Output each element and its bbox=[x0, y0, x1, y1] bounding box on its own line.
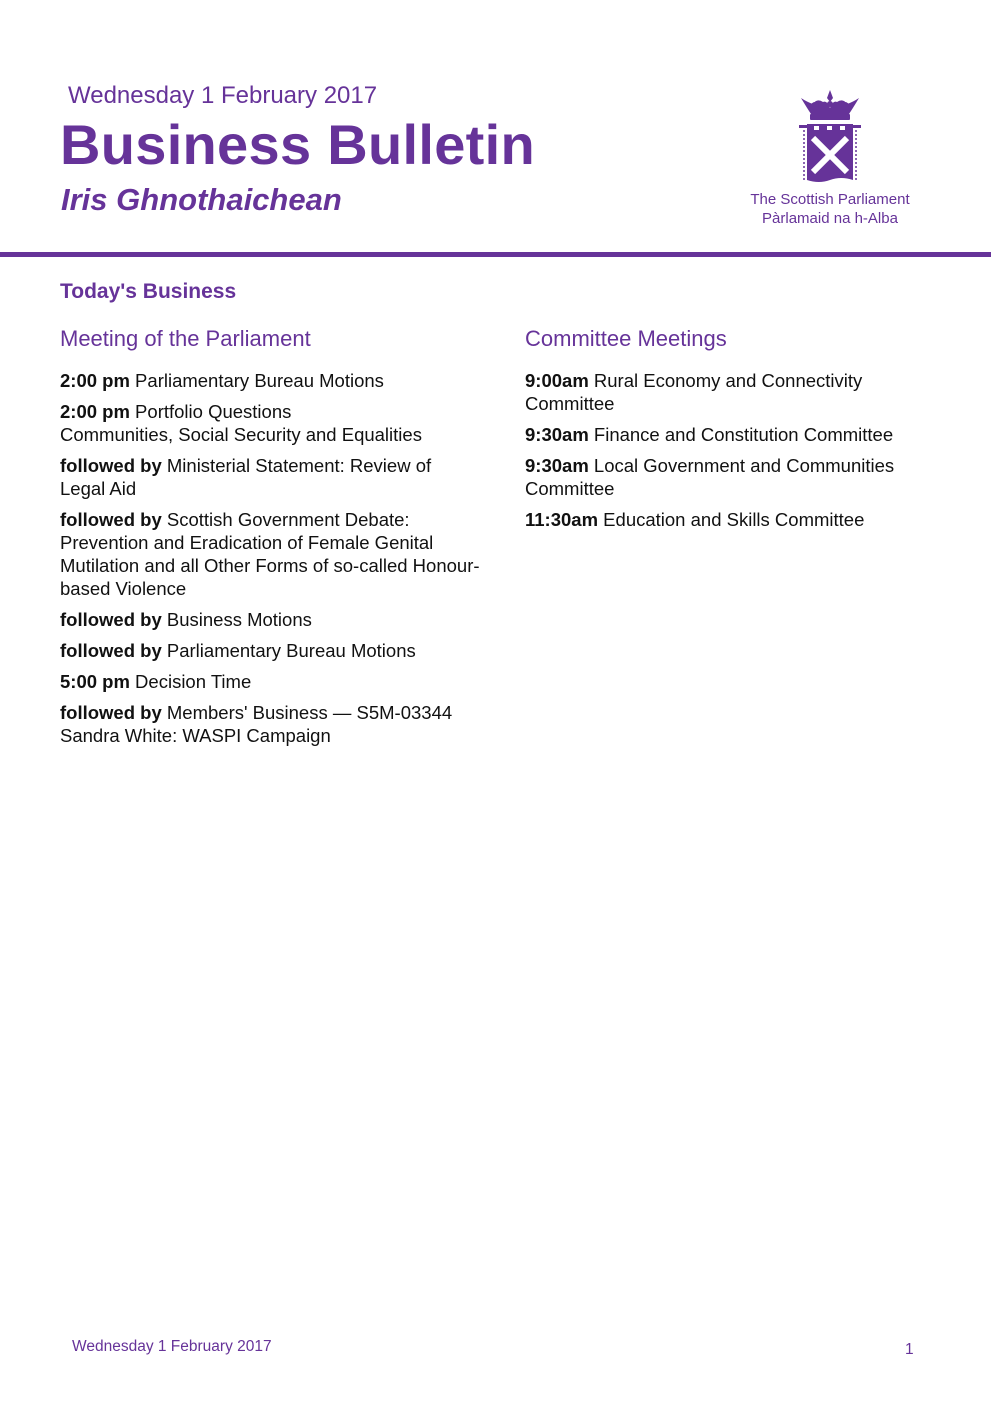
agenda-item-lead: followed by bbox=[60, 640, 162, 661]
committee-item-time: 9:00am bbox=[525, 370, 589, 391]
agenda-item bbox=[60, 454, 480, 500]
logo-text-english: The Scottish Parliament bbox=[750, 191, 910, 208]
committee-item-name: Rural Economy and Connectivity Committee bbox=[525, 370, 863, 414]
agenda-item bbox=[60, 608, 480, 631]
page-subtitle: Iris Ghnothaichean bbox=[61, 182, 342, 217]
scottish-parliament-logo bbox=[730, 88, 930, 233]
committee-item bbox=[525, 508, 945, 531]
committees-heading: Committee Meetings bbox=[525, 326, 727, 351]
agenda-item bbox=[60, 400, 480, 446]
agenda-item-text: Scottish Government Debate: Prevention and Eradication of Female Genital Mutilation and all Other Forms of so-called Honour-based Violence bbox=[60, 509, 480, 599]
agenda-item-lead: 2:00 pm bbox=[60, 401, 130, 422]
agenda-item-text: Ministerial Statement: Review of Legal Aid bbox=[60, 455, 432, 499]
agenda-item-lead: followed by bbox=[60, 702, 162, 723]
agenda-item-lead: followed by bbox=[60, 509, 162, 530]
agenda-item bbox=[60, 670, 480, 693]
meeting-of-parliament-column bbox=[60, 325, 480, 755]
meeting-heading: Meeting of the Parliament bbox=[60, 326, 311, 351]
page-number: 1 bbox=[905, 1341, 914, 1358]
agenda-item bbox=[60, 369, 480, 392]
logo-text-gaelic: Pàrlamaid na h-Alba bbox=[762, 210, 898, 227]
agenda-item bbox=[60, 508, 480, 600]
committee-item-name: Education and Skills Committee bbox=[598, 509, 865, 530]
agenda-item-text: Parliamentary Bureau Motions bbox=[161, 640, 416, 661]
committee-item-name: Local Government and Communities Committee bbox=[525, 455, 895, 499]
agenda-item-text: Decision Time bbox=[129, 671, 252, 692]
section-title: Today's Business bbox=[60, 280, 237, 303]
agenda-item-text: Portfolio Questions bbox=[129, 401, 292, 422]
agenda-item-text: Business Motions bbox=[161, 609, 312, 630]
agenda-item-lead: 5:00 pm bbox=[60, 671, 130, 692]
committee-item bbox=[525, 454, 945, 500]
scottish-parliament-crest-icon bbox=[797, 88, 863, 186]
agenda-item-lead: 2:00 pm bbox=[60, 370, 130, 391]
footer-date: Wednesday 1 February 2017 bbox=[72, 1338, 272, 1355]
agenda-item bbox=[60, 701, 480, 747]
committee-meetings-column bbox=[525, 325, 945, 539]
header-date: Wednesday 1 February 2017 bbox=[68, 82, 378, 109]
agenda-item bbox=[60, 639, 480, 662]
agenda-item-subtext: Communities, Social Security and Equalities bbox=[60, 424, 422, 445]
header-divider bbox=[0, 252, 991, 257]
committee-item-name: Finance and Constitution Committee bbox=[588, 424, 894, 445]
agenda-item-lead: followed by bbox=[60, 609, 162, 630]
agenda-item-text: Parliamentary Bureau Motions bbox=[129, 370, 384, 391]
agenda-item-text: Members' Business — S5M-03344 Sandra White: WASPI Campaign bbox=[60, 702, 453, 746]
committee-item bbox=[525, 369, 945, 415]
page-title: Business Bulletin bbox=[60, 113, 535, 176]
committee-item bbox=[525, 423, 945, 446]
committee-item-time: 9:30am bbox=[525, 424, 589, 445]
committee-item-time: 11:30am bbox=[525, 509, 599, 530]
agenda-item-lead: followed by bbox=[60, 455, 162, 476]
committee-item-time: 9:30am bbox=[525, 455, 589, 476]
